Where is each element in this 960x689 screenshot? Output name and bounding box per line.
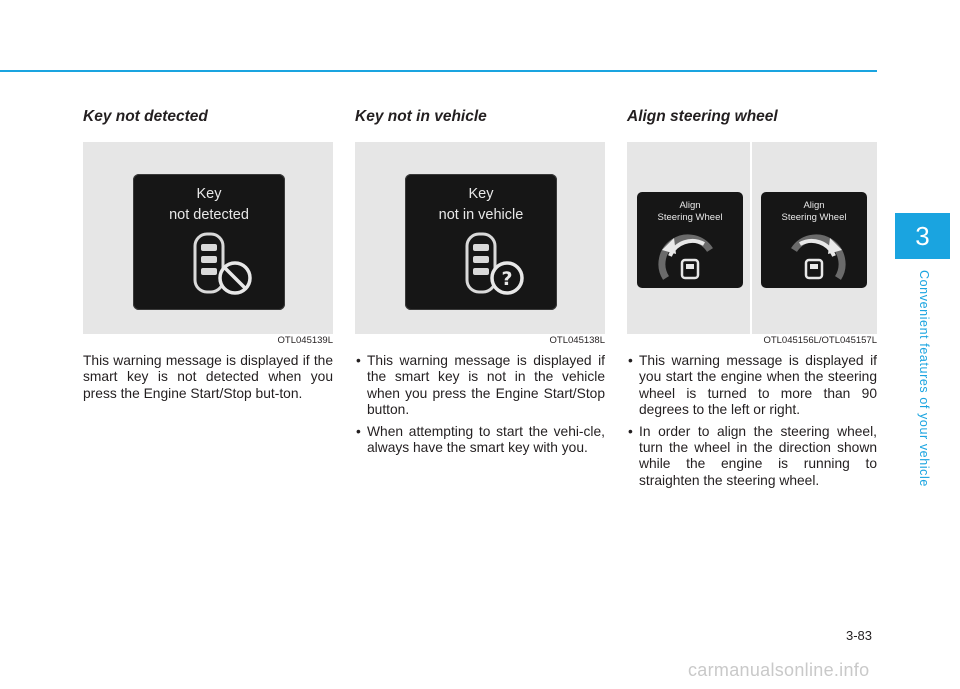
list-item: • This warning message is displayed if you start the engine when the steering wheel is turned to more than 90 degrees to the left or right. (627, 353, 877, 419)
bullet-list (627, 353, 877, 489)
figure-code: OTL045139L (277, 335, 333, 346)
display-line-1: Key (468, 186, 494, 202)
cluster-display (133, 174, 285, 310)
header-rule (0, 70, 877, 72)
display-line-2: Steering Wheel (657, 212, 723, 223)
smart-key-question-icon (459, 232, 531, 300)
section-heading: Key not in vehicle (355, 108, 487, 125)
section-key-not-in-vehicle (355, 108, 605, 461)
svg-text:?: ? (501, 268, 513, 290)
figure-key-not-in-vehicle (355, 142, 605, 334)
page-number: 3-83 (846, 628, 873, 643)
cluster-display-right (761, 192, 867, 288)
section-align-steering-wheel (627, 108, 877, 494)
chapter-number: 3 (915, 220, 930, 251)
steering-align-left-icon (658, 230, 722, 284)
list-item: • When attempting to start the vehi-cle, always have the smart key with you. (355, 424, 605, 457)
figure-align-steering-wheel (627, 142, 877, 334)
smart-key-no-signal-icon (187, 232, 259, 300)
steering-align-right-icon (782, 230, 846, 284)
figure-code: OTL045156L/OTL045157L (763, 335, 877, 346)
display-line-2: Steering Wheel (781, 212, 847, 223)
list-item: • This warning message is displayed if the smart key is not in the vehicle when you press the Engine Start/Stop button. (355, 353, 605, 419)
figure-key-not-detected (83, 142, 333, 334)
section-key-not-detected (83, 108, 333, 402)
display-line-2: not in vehicle (438, 207, 524, 223)
display-line-1: Align (803, 200, 825, 211)
section-paragraph: This warning message is displayed if the smart key is not detected when you press the Engine Start/Stop but-ton. (83, 353, 333, 401)
figure-code: OTL045138L (549, 335, 605, 346)
cluster-display (405, 174, 557, 310)
watermark: carmanualsonline.info (688, 660, 870, 680)
chapter-title: Convenient features of your vehicle (917, 270, 931, 487)
chapter-tab[interactable] (895, 213, 950, 259)
display-line-1: Align (679, 200, 701, 211)
list-item: • In order to align the steering wheel, turn the wheel in the direction shown while the engine is running to straighten the steering wheel. (627, 424, 877, 490)
figure-divider (750, 142, 752, 334)
display-line-2: not detected (169, 207, 249, 223)
section-heading: Key not detected (83, 108, 208, 125)
section-heading: Align steering wheel (627, 108, 778, 125)
cluster-display-left (637, 192, 743, 288)
bullet-list (355, 353, 605, 456)
display-line-1: Key (196, 186, 222, 202)
